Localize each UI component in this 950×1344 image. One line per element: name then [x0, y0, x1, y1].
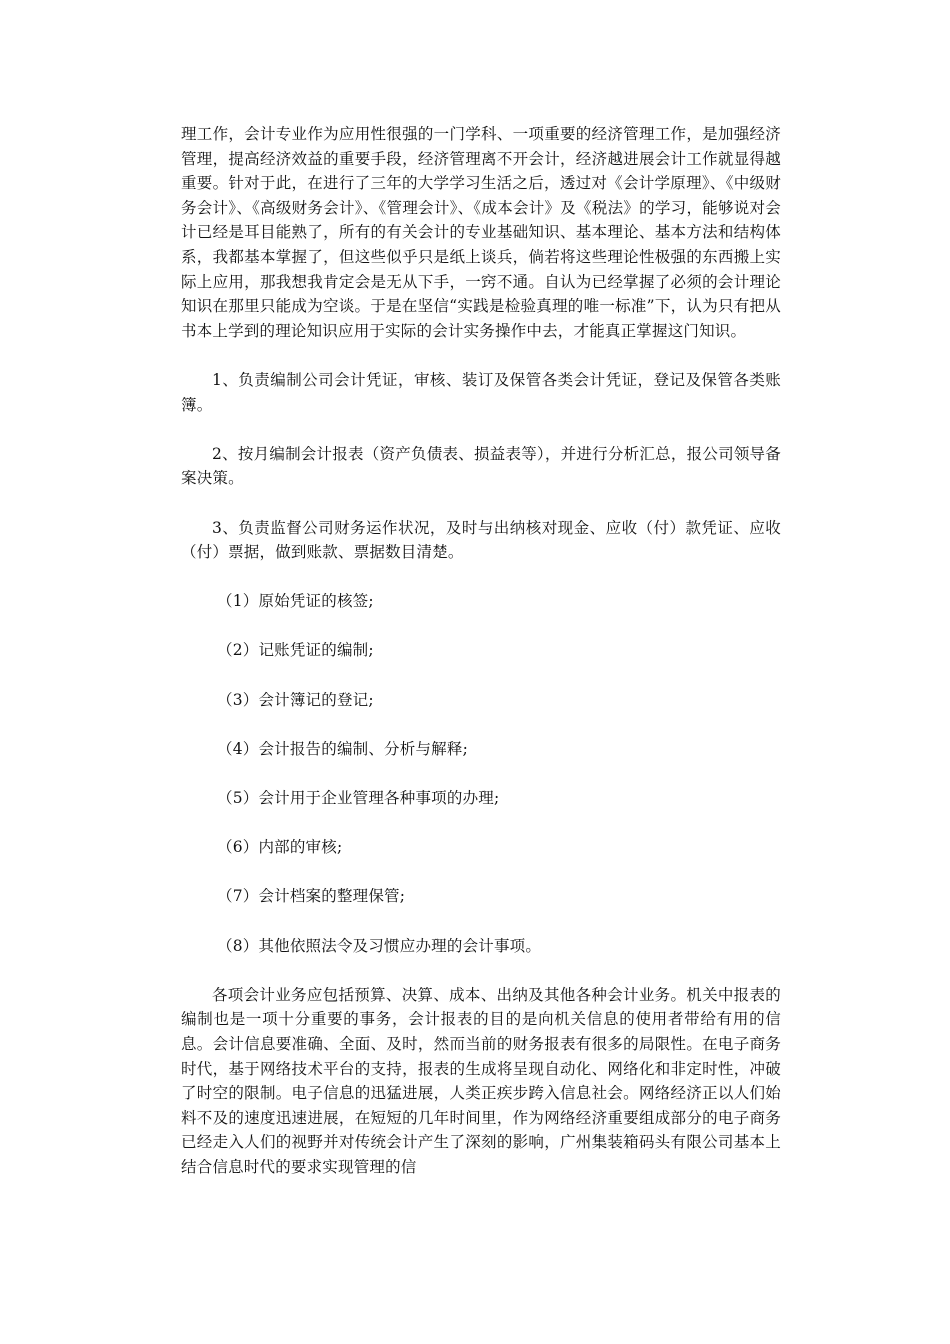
sub-item-2: （2）记账凭证的编制;	[217, 641, 374, 660]
closing-paragraph: 各项会计业务应包括预算、决算、成本、出纳及其他各种会计业务。机关中报表的编制也是一项十分重要的事务，会计报表的目的是向机关信息的使用者带给有用的信息。会计信息要准确、全面、及时，然而当前的财务报表有很多的局限性。在电子商务时代，基于网络技术平台的支持，报表的生成将呈现自动化、网络化和非定时性，冲破了时空的限制。电子信息的迅猛进展，人类正疾步跨入信息社会。网络经济正以人们始料不及的速度迅速进展，在短短的几年时间里，作为网络经济重要组成部分的电子商务已经走入人们的视野并对传统会计产生了深刻的影响，广州集装箱码头有限公司基本上结合信息时代的要求实现管理的信	[181, 985, 781, 1176]
intro-paragraph: 理工作，会计专业作为应用性很强的一门学科、一项重要的经济管理工作，是加强经济管理，提高经济效益的重要手段，经济管理离不开会计，经济越进展会计工作就显得越重要。针对于此，在进行了三年的大学学习生活之后，透过对《会计学原理》、《中级财务会计》、《高级财务会计》、《管理会计》、《成本会计》及《税法》的学习，能够说对会计已经是耳目能熟了，所有的有关会计的专业基础知识、基本理论、基本方法和结构体系，我都基本掌握了，但这些似乎只是纸上谈兵，倘若将这些理论性极强的东西搬上实际上应用，那我想我肯定会是无从下手，一窍不通。自认为已经掌握了必须的会计理论知识在那里只能成为空谈。于是在坚信“实践是检验真理的唯一标准”下，认为只有把从书本上学到的理论知识应用于实际的会计实务操作中去，才能真正掌握这门知识。	[181, 125, 781, 340]
sub-item-4: （4）会计报告的编制、分析与解释;	[217, 739, 468, 758]
document-body	[181, 122, 781, 1180]
duty-item-3: 3、负责监督公司财务运作状况，及时与出纳核对现金、应收（付）款凭证、应收（付）票据，做到账款、票据数目清楚。	[181, 518, 781, 562]
sub-item-3: （3）会计簿记的登记;	[217, 690, 374, 709]
sub-item-8: （8）其他依照法令及习惯应办理的会计事项。	[217, 936, 542, 955]
sub-item-6: （6）内部的审核;	[217, 838, 343, 857]
sub-item-5: （5）会计用于企业管理各种事项的办理;	[217, 789, 500, 808]
duty-item-1: 1、负责编制公司会计凭证，审核、装订及保管各类会计凭证，登记及保管各类账簿。	[181, 370, 781, 414]
sub-item-1: （1）原始凭证的核签;	[217, 592, 374, 611]
duty-item-2: 2、按月编制会计报表（资产负债表、损益表等），并进行分析汇总，报公司领导备案决策。	[181, 444, 781, 488]
sub-item-7: （7）会计档案的整理保管;	[217, 887, 406, 906]
